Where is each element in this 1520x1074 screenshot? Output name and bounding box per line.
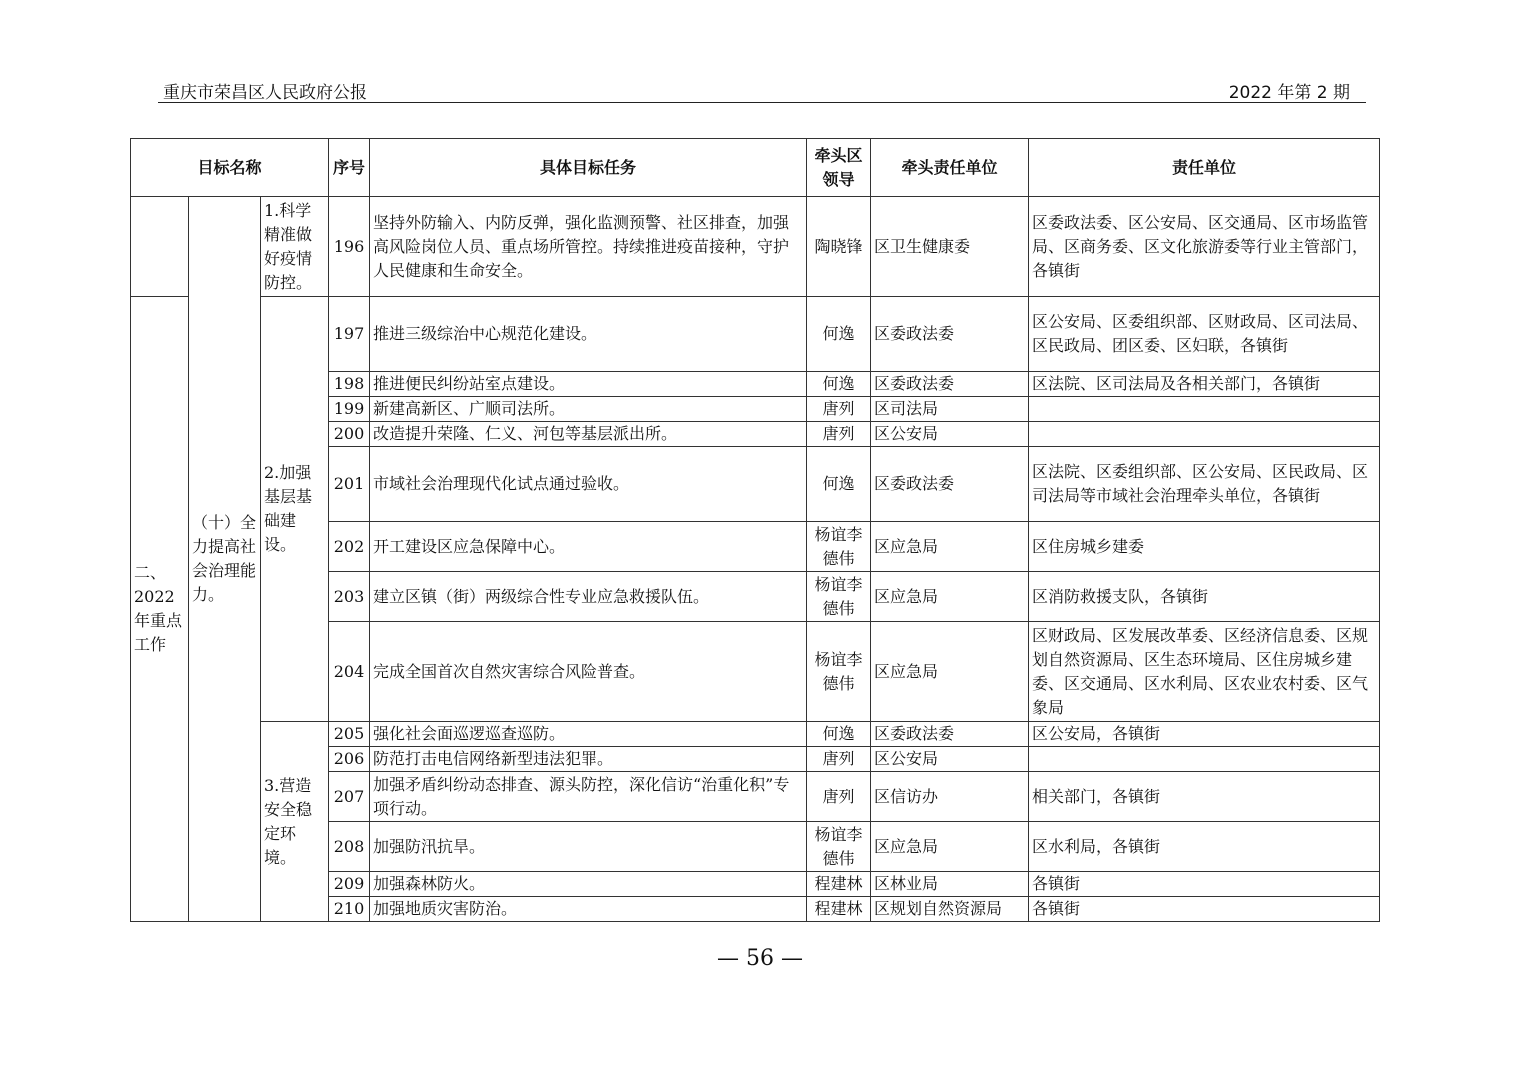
row-lead-unit: 区信访办 [871, 772, 1029, 822]
row-leader-text: 杨谊李德伟 [814, 649, 863, 693]
table-header-row [131, 139, 1380, 197]
row-responsible [1029, 397, 1380, 422]
group-level1: 二、2022年重点工作 [131, 297, 189, 922]
row-responsible: 区住房城乡建委 [1029, 522, 1380, 572]
row-task: 新建高新区、广顺司法所。 [370, 397, 807, 422]
row-responsible: 相关部门，各镇街 [1029, 772, 1380, 822]
row-leader: 唐列 [807, 747, 871, 772]
row-task: 防范打击电信网络新型违法犯罪。 [370, 747, 807, 772]
row-leader: 唐列 [807, 422, 871, 447]
row-responsible [1029, 747, 1380, 772]
row-lead-unit: 区公安局 [871, 747, 1029, 772]
subgroup-3: 3.营造安全稳定环境。 [261, 722, 329, 922]
col-header-seq: 序号 [329, 139, 370, 197]
row-task: 加强地质灾害防治。 [370, 897, 807, 922]
row-responsible: 区委政法委、区公安局、区交通局、区市场监管局、区商务委、区文化旅游委等行业主管部门，各镇街 [1029, 197, 1380, 297]
row-responsible: 区公安局、区委组织部、区财政局、区司法局、区民政局、团区委、区妇联，各镇街 [1029, 297, 1380, 372]
row-task: 加强防汛抗旱。 [370, 822, 807, 872]
row-leader: 程建林 [807, 872, 871, 897]
col-header-lead-unit: 牵头责任单位 [871, 139, 1029, 197]
group-level1-top [131, 197, 189, 297]
row-leader [807, 622, 871, 722]
row-lead-unit: 区规划自然资源局 [871, 897, 1029, 922]
row-responsible: 各镇街 [1029, 872, 1380, 897]
col-header-responsible: 责任单位 [1029, 139, 1380, 197]
row-seq: 209 [329, 872, 370, 897]
row-leader: 唐列 [807, 772, 871, 822]
row-seq: 199 [329, 397, 370, 422]
page-number: — 56 — [717, 946, 803, 971]
header-rule [158, 102, 1366, 103]
row-task: 市域社会治理现代化试点通过验收。 [370, 447, 807, 522]
table-row [131, 197, 1380, 297]
row-lead-unit: 区委政法委 [871, 722, 1029, 747]
subgroup-1: 1.科学精准做好疫情防控。 [261, 197, 329, 297]
row-seq: 196 [329, 197, 370, 297]
col-header-task: 具体目标任务 [370, 139, 807, 197]
row-lead-unit: 区应急局 [871, 622, 1029, 722]
row-seq: 202 [329, 522, 370, 572]
row-task: 强化社会面巡逻巡查巡防。 [370, 722, 807, 747]
row-leader [807, 822, 871, 872]
target-task-table [130, 138, 1380, 922]
row-task: 建立区镇（街）两级综合性专业应急救援队伍。 [370, 572, 807, 622]
row-seq: 204 [329, 622, 370, 722]
row-responsible: 区公安局，各镇街 [1029, 722, 1380, 747]
row-responsible: 区法院、区司法局及各相关部门，各镇街 [1029, 372, 1380, 397]
row-task: 坚持外防输入、内防反弹，强化监测预警、社区排查，加强高风险岗位人员、重点场所管控。持续推进疫苗接种，守护人民健康和生命安全。 [370, 197, 807, 297]
row-seq: 208 [329, 822, 370, 872]
row-seq: 201 [329, 447, 370, 522]
row-lead-unit: 区应急局 [871, 822, 1029, 872]
row-leader: 何逸 [807, 722, 871, 747]
row-lead-unit: 区委政法委 [871, 447, 1029, 522]
row-seq: 205 [329, 722, 370, 747]
row-task: 改造提升荣隆、仁义、河包等基层派出所。 [370, 422, 807, 447]
row-responsible: 区水利局，各镇街 [1029, 822, 1380, 872]
row-leader: 何逸 [807, 447, 871, 522]
row-lead-unit: 区卫生健康委 [871, 197, 1029, 297]
row-leader-text: 杨谊李德伟 [814, 824, 863, 868]
row-task: 加强矛盾纠纷动态排查、源头防控，深化信访“治重化积”专项行动。 [370, 772, 807, 822]
row-lead-unit: 区司法局 [871, 397, 1029, 422]
row-responsible: 区法院、区委组织部、区公安局、区民政局、区司法局等市域社会治理牵头单位，各镇街 [1029, 447, 1380, 522]
row-leader: 何逸 [807, 297, 871, 372]
row-seq: 210 [329, 897, 370, 922]
row-task: 完成全国首次自然灾害综合风险普查。 [370, 622, 807, 722]
row-lead-unit: 区应急局 [871, 572, 1029, 622]
row-leader: 程建林 [807, 897, 871, 922]
row-task: 开工建设区应急保障中心。 [370, 522, 807, 572]
row-responsible: 区消防救援支队，各镇街 [1029, 572, 1380, 622]
row-leader: 陶晓锋 [807, 197, 871, 297]
row-lead-unit: 区公安局 [871, 422, 1029, 447]
table-row [131, 297, 1380, 372]
row-task: 推进便民纠纷站室点建设。 [370, 372, 807, 397]
table-row [131, 722, 1380, 747]
row-responsible: 区财政局、区发展改革委、区经济信息委、区规划自然资源局、区生态环境局、区住房城乡建委、区交通局、区水利局、区农业农村委、区气象局 [1029, 622, 1380, 722]
row-seq: 203 [329, 572, 370, 622]
row-leader: 何逸 [807, 372, 871, 397]
row-seq: 197 [329, 297, 370, 372]
row-leader [807, 572, 871, 622]
row-seq: 206 [329, 747, 370, 772]
group-level2: （十）全力提高社会治理能力。 [189, 197, 261, 922]
row-leader: 唐列 [807, 397, 871, 422]
row-lead-unit: 区林业局 [871, 872, 1029, 897]
row-seq: 198 [329, 372, 370, 397]
row-seq: 207 [329, 772, 370, 822]
col-header-lead-leader: 牵头区领导 [807, 139, 871, 197]
row-responsible: 各镇街 [1029, 897, 1380, 922]
row-leader [807, 522, 871, 572]
row-lead-unit: 区委政法委 [871, 297, 1029, 372]
col-header-target-name: 目标名称 [131, 139, 329, 197]
row-leader-text: 杨谊李德伟 [814, 524, 863, 568]
row-responsible [1029, 422, 1380, 447]
row-task: 推进三级综治中心规范化建设。 [370, 297, 807, 372]
issue-label: 2022 年第 2 期 [1228, 83, 1350, 103]
row-lead-unit: 区委政法委 [871, 372, 1029, 397]
row-leader-text: 杨谊李德伟 [814, 574, 863, 618]
row-task: 加强森林防火。 [370, 872, 807, 897]
row-seq: 200 [329, 422, 370, 447]
row-lead-unit: 区应急局 [871, 522, 1029, 572]
publication-title: 重庆市荣昌区人民政府公报 [163, 83, 367, 103]
subgroup-2: 2.加强基层基础建设。 [261, 297, 329, 722]
